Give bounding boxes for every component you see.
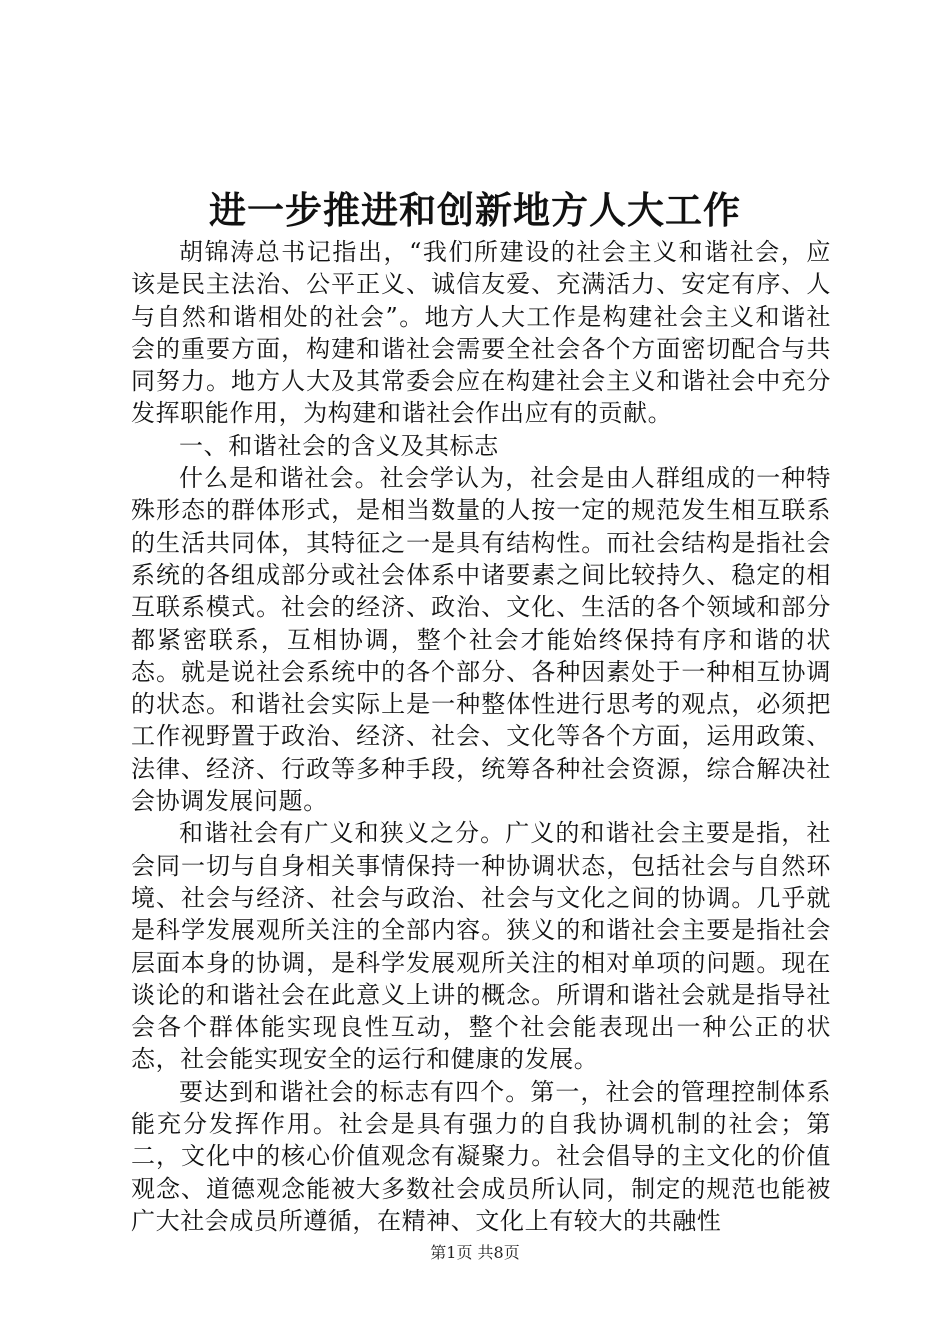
page-number-footer: 第1页 共8页 [430,1243,520,1262]
section-heading: 一、和谐社会的含义及其标志 [179,431,499,460]
paragraph-indicators: 要达到和谐社会的标志有四个。第一，社会的管理控制体系能充分发挥作用。社会是具有强力的自我协调机制的社会；第二，文化中的核心价值观念有凝聚力。社会倡导的主文化的价值观念、道德观念能被大多数社会成员所认同，制定的规范也能被广大社会成员所遵循，在精神、文化上有较大的共融性 [131,1077,831,1235]
document-title: 进一步推进和创新地方人大工作 [209,188,741,232]
paragraph-broad-narrow: 和谐社会有广义和狭义之分。广义的和谐社会主要是指，社会同一切与自身相关事情保持一种协调状态，包括社会与自然环境、社会与经济、社会与政治、社会与文化之间的协调。几乎就是科学发展观所关注的全部内容。狭义的和谐社会主要是指社会层面本身的协调，是科学发展观所关注的相对单项的问题。现在谈论的和谐社会在此意义上讲的概念。所谓和谐社会就是指导社会各个群体能实现良性互动，整个社会能表现出一种公正的状态，社会能实现安全的运行和健康的发展。 [131,819,831,1074]
paragraph-definition: 什么是和谐社会。社会学认为，社会是由人群组成的一种特殊形态的群体形式，是相当数量的人按一定的规范发生相互联系的生活共同体，其特征之一是具有结构性。而社会结构是指社会系统的各组成部分或社会体系中诸要素之间比较持久、稳定的相互联系模式。社会的经济、政治、文化、生活的各个领域和部分都紧密联系，互相协调，整个社会才能始终保持有序和谐的状态。就是说社会系统中的各个部分、各种因素处于一种相互协调的状态。和谐社会实际上是一种整体性进行思考的观点，必须把工作视野置于政治、经济、社会、文化等各个方面，运用政策、法律、经济、行政等多种手段，统筹各种社会资源，综合解决社会协调发展问题。 [131,464,831,816]
document-body [131,236,831,1237]
paragraph-intro: 胡锦涛总书记指出，“我们所建设的社会主义和谐社会，应该是民主法治、公平正义、诚信友爱、充满活力、安定有序、人与自然和谐相处的社会”。地方人大工作是构建社会主义和谐社会的重要方面，构建和谐社会需要全社会各个方面密切配合与共同努力。地方人大及其常委会应在构建社会主义和谐社会中充分发挥职能作用，为构建和谐社会作出应有的贡献。 [131,238,831,428]
